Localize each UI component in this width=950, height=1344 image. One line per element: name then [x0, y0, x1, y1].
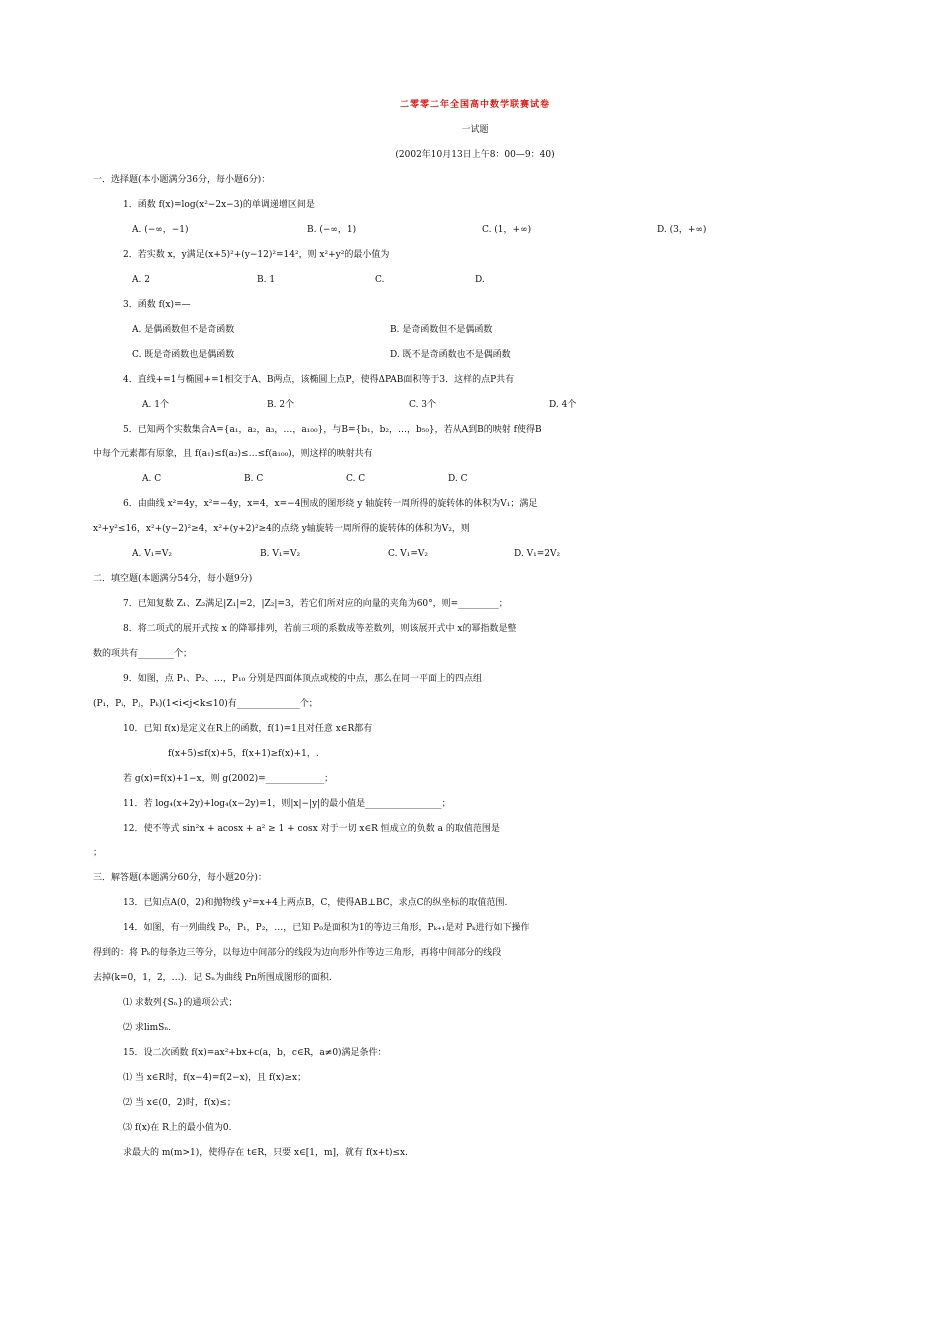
option-a: A. C: [142, 474, 162, 484]
question-15-ask: 求最大的 m(m>1)，使得存在 t∈R，只要 x∈[1，m]，就有 f(x+t)≤x.: [123, 1148, 408, 1158]
section-heading-answer: 三．解答题(本题满分60分，每小题20分)：: [93, 873, 267, 883]
question-3-options-row2: [0, 345, 950, 365]
option-c: C. 3个: [409, 400, 437, 410]
question-1-options: [0, 220, 950, 240]
option-d: D. C: [448, 474, 468, 484]
option-a: A. 2: [132, 275, 150, 285]
question-5-line2: 中每个元素都有原象，且 f(a₁)≤f(a₂)≤…≤f(a₁₀₀)，则这样的映射共有: [93, 449, 373, 459]
option-c: C. (1，+∞): [482, 225, 532, 235]
question-1: 1．函数 f(x)=log(x²−2x−3)的单调递增区间是: [123, 200, 315, 210]
option-a: A. V₁=V₂: [132, 549, 172, 559]
question-4-options: [0, 395, 950, 415]
option-b: B. 是奇函数但不是偶函数: [390, 325, 493, 335]
section-heading-fill: 二．填空题(本题满分54分，每小题9分): [93, 574, 253, 584]
option-b: B. 2个: [267, 400, 295, 410]
question-6-options: [0, 544, 950, 564]
option-d: D. 4个: [549, 400, 577, 410]
question-14-part1: ⑴ 求数列{Sₙ}的通项公式；: [123, 998, 238, 1008]
option-b: B. C: [244, 474, 264, 484]
section-heading-choice: 一．选择题(本小题满分36分，每小题6分)：: [93, 175, 271, 185]
question-2: 2．若实数 x，y满足(x+5)²+(y−12)²=14²，则 x²+y²的最小值为: [123, 250, 390, 260]
question-15-condition3: ⑶ f(x)在 R上的最小值为0.: [123, 1123, 232, 1133]
question-12-line2: ；: [93, 848, 103, 858]
question-6-line2: x²+y²≤16，x²+(y−2)²≥4，x²+(y+2)²≥4的点绕 y轴旋转一周所得的旋转体的体积为V₂，则: [93, 524, 470, 534]
option-c: C. 既是奇函数也是偶函数: [132, 350, 235, 360]
question-3-options-row1: [0, 320, 950, 340]
option-d: D. V₁=2V₂: [514, 549, 561, 559]
question-14-line3: 去掉(k=0，1，2，…)．记 Sₙ为曲线 Pn所围成图形的面积.: [93, 973, 332, 983]
question-14-line2: 得到的：将 Pₖ的每条边三等分，以每边中间部分的线段为边向形外作等边三角形，再将中间部分的线段: [93, 948, 502, 958]
question-6-line1: 6．由曲线 x²=4y，x²=−4y，x=4，x=−4围成的图形绕 y 轴旋转一周所得的旋转体的体积为V₁；满足: [123, 499, 538, 509]
option-a: A. 是偶函数但不是奇函数: [132, 325, 235, 335]
option-d: D. (3，+∞): [657, 225, 707, 235]
question-2-options: [0, 270, 950, 290]
question-8-line1: 8．将二项式的展开式按 x 的降幂排列，若前三项的系数成等差数列，则该展开式中 x的幂指数是整: [123, 624, 517, 634]
question-3: 3．函数 f(x)=—: [123, 300, 191, 310]
question-10-line3: 若 g(x)=f(x)+1−x，则 g(2002)=_____________；: [123, 774, 334, 784]
question-15-condition1: ⑴ 当 x∈R时，f(x−4)=f(2−x)，且 f(x)≥x；: [123, 1073, 307, 1083]
question-10-line1: 10．已知 f(x)是定义在R上的函数，f(1)=1且对任意 x∈R都有: [123, 724, 373, 734]
question-9-line1: 9．如图，点 P₁、P₂、…，P₁₀ 分别是四面体顶点或棱的中点，那么在同一平面上的四点组: [123, 674, 483, 684]
option-b: B. V₁=V₂: [260, 549, 301, 559]
option-d: D.: [475, 275, 485, 285]
option-a: A. 1个: [142, 400, 169, 410]
option-c: C. C: [346, 474, 366, 484]
question-8-line2: 数的项共有________个；: [93, 649, 193, 659]
question-13: 13．已知点A(0，2)和抛物线 y²=x+4上两点B，C，使得AB⊥BC，求点C的纵坐标的取值范围.: [123, 898, 508, 908]
question-5-line1: 5．已知两个实数集合A={a₁，a₂，a₃，…，a₁₀₀}，与B={b₁，b₂，…，b₅₀}，若从A到B的映射 f使得B: [123, 425, 542, 435]
question-14-line1: 14．如图，有一列曲线 P₀，P₁，P₂，…，已知 P₀是面积为1的等边三角形，Pₖ₊₁是对 Pₖ进行如下操作: [123, 923, 530, 933]
question-5-options: [0, 469, 950, 489]
option-c: C. V₁=V₂: [388, 549, 429, 559]
question-9-line2: (P₁，Pᵢ，Pⱼ，Pₖ)(1<i<j<k≤10)有______________个；: [93, 699, 318, 709]
exam-subtitle: 一试题: [461, 125, 489, 135]
exam-title: 二零零二年全国高中数学联赛试卷: [399, 100, 550, 110]
question-7: 7．已知复数 Z₁、Z₂满足|Z₁|=2，|Z₂|=3，若它们所对应的向量的夹角为60°，则=_________；: [123, 599, 508, 609]
question-4: 4．直线+=1与椭圆+=1相交于A、B两点，该椭圆上点P，使得ΔPAB面积等于3．这样的点P共有: [123, 375, 515, 385]
question-10-line2: f(x+5)≤f(x)+5，f(x+1)≥f(x)+1，.: [168, 749, 319, 759]
question-15: 15．设二次函数 f(x)=ax²+bx+c(a，b，c∈R，a≠0)满足条件：: [123, 1048, 387, 1058]
question-11: 11．若 log₄(x+2y)+log₄(x−2y)=1，则|x|−|y|的最小值是_________________；: [123, 799, 451, 809]
question-14-part2: ⑵ 求limSₙ.: [123, 1023, 172, 1033]
option-a: A. (−∞，−1): [132, 225, 189, 235]
option-c: C.: [375, 275, 385, 285]
question-15-condition2: ⑵ 当 x∈(0，2)时，f(x)≤；: [123, 1098, 236, 1108]
option-d: D. 既不是奇函数也不是偶函数: [390, 350, 511, 360]
exam-date: (2002年10月13日上午8：00—9：40): [395, 150, 555, 160]
option-b: B. (−∞，1): [307, 225, 357, 235]
question-12-line1: 12．使不等式 sin²x + acosx + a² ≥ 1 + cosx 对于一切 x∈R 恒成立的负数 a 的取值范围是: [123, 824, 500, 834]
option-b: B. 1: [257, 275, 276, 285]
